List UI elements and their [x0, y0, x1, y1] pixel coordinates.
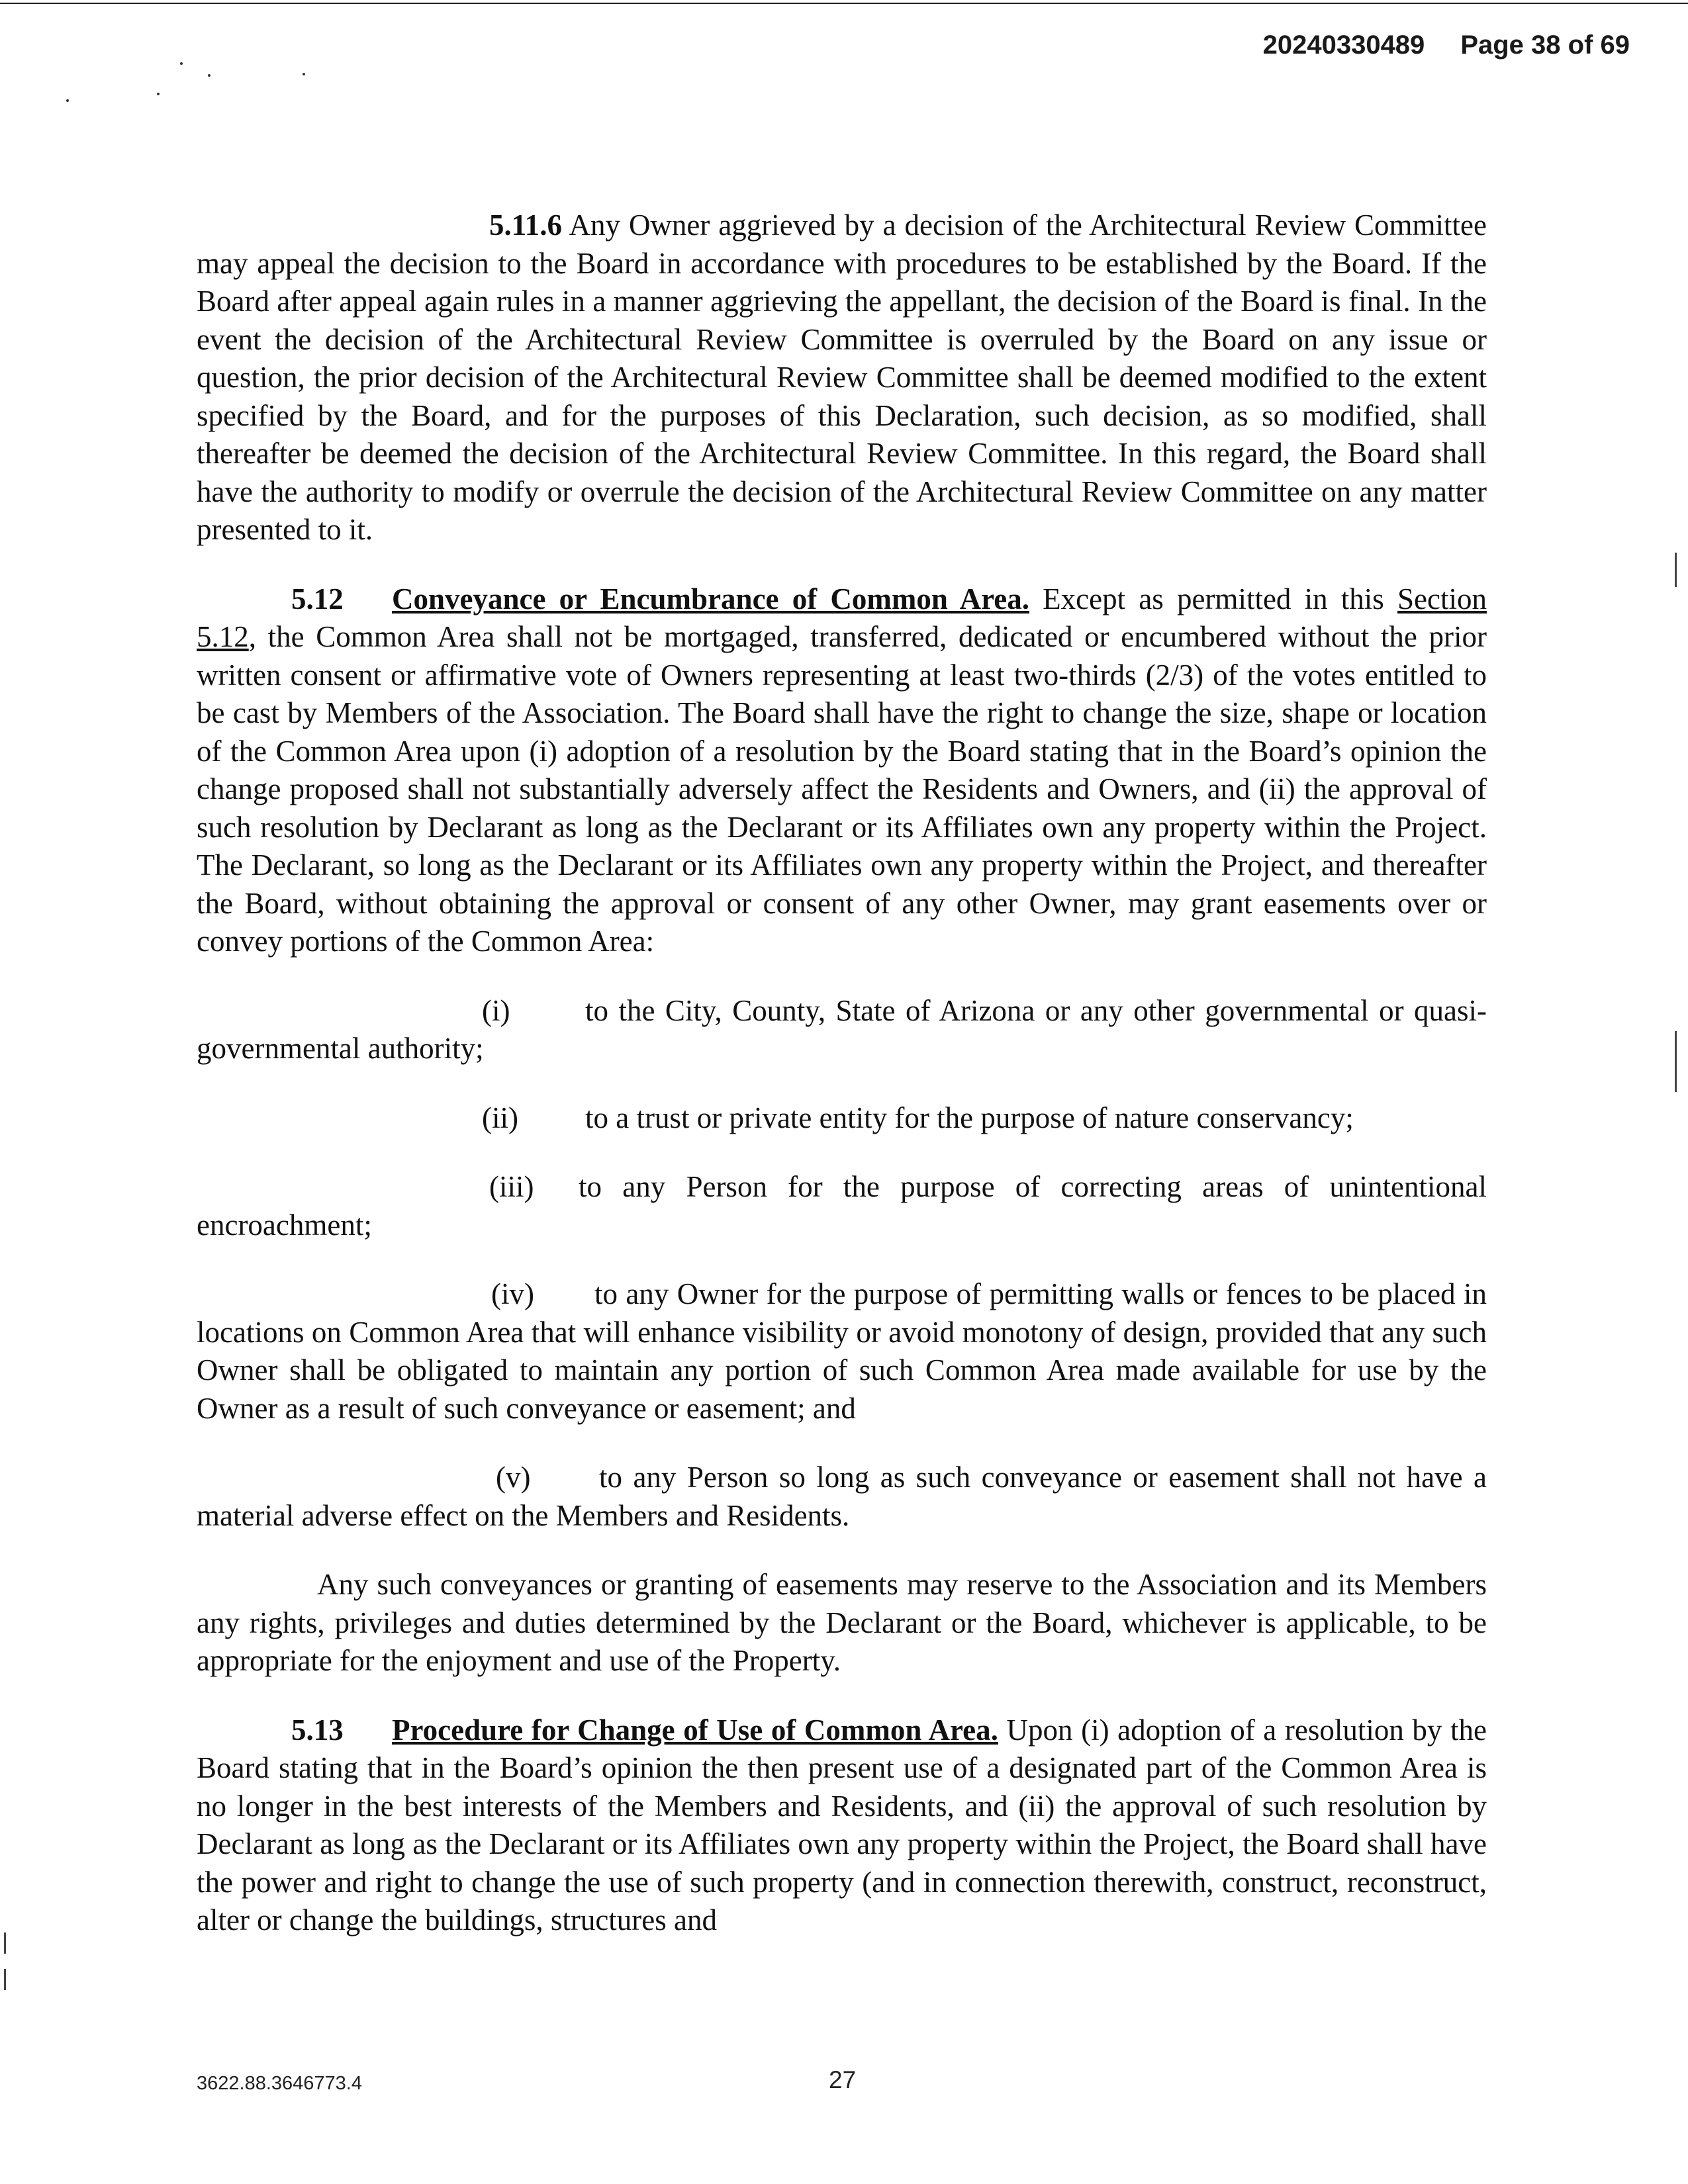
list-item-number: (iv) — [491, 1277, 534, 1310]
list-item-number: (ii) — [482, 1101, 518, 1134]
scan-speck — [303, 73, 305, 75]
paragraph-conveyances: Any such conveyances or granting of easements may reserve to the Association and its Members any rights, privileges and duties determined by the Declarant or the Board, whichever is applicable, to be appropriate for the enjoyment and use of the Property. — [197, 1568, 1487, 1677]
list-item-v — [197, 1459, 1487, 1535]
scan-speck — [157, 93, 160, 95]
list-item-number: (iii) — [489, 1170, 534, 1203]
section-5-12 — [197, 580, 1487, 961]
section-text: , the Common Area shall not be mortgaged, transferred, dedicated or encumbered without the prior written consent or affirmative vote of Owners representing at least two-thirds (2/3) of the votes entitled to be cast by Members of the Association. The Board shall have the right to change the size, shape or location of the Common Area upon (i) adoption of a resolution by the Board stating that in the Board’s opinion the change proposed shall not substantially adversely affect the Residents and Owners, and (ii) the approval of such resolution by Declarant as long as the Declarant or its Affiliates own any property within the Project. The Declarant, so long as the Declarant or its Affiliates own any property within the Project, and thereafter the Board, without obtaining the approval or consent of any other Owner, may grant easements over or convey portions of the Common Area: — [197, 620, 1487, 958]
list-item-text: to a trust or private entity for the purpose of nature conservancy; — [585, 1101, 1354, 1134]
section-number: 5.12 — [291, 582, 344, 615]
list-item-number: (v) — [496, 1461, 531, 1494]
section-text: Upon (i) adoption of a resolution by the Board stating that in the Board’s opinion the then present use of a designated part of the Common Area is no longer in the best interests of the Members and Residents, and (ii) the approval of such resolution by Declarant as long as the Declarant or its Affiliates own any property within the Project, the Board shall have the power and right to change the use of such property (and in connection therewith, construct, reconstruct, alter or change the buildings, structures and — [197, 1713, 1487, 1936]
list-item-ii — [197, 1099, 1487, 1138]
list-item-number: (i) — [482, 993, 510, 1027]
recording-number: 20240330489 — [1262, 30, 1425, 60]
footer-page-number: 27 — [829, 2066, 857, 2093]
list-item-iii — [197, 1168, 1487, 1244]
scan-edge-mark — [4, 1969, 6, 1990]
list-item-text: to any Person so long as such conveyance or easement shall not have a material adverse effect on the Members and Residents. — [197, 1461, 1487, 1532]
top-border-line — [0, 3, 1688, 4]
page-header — [1263, 30, 1630, 60]
section-title: Conveyance or Encumbrance of Common Area. — [392, 582, 1029, 615]
scan-edge-mark — [4, 1933, 6, 1954]
scan-speck — [208, 74, 211, 77]
page-indicator: Page 38 of 69 — [1460, 30, 1630, 60]
list-item-continuation: encroachment; — [197, 1208, 372, 1242]
list-item-iv — [197, 1275, 1487, 1428]
paragraph-5-11-6 — [197, 206, 1487, 549]
section-number: 5.11.6 — [489, 208, 563, 242]
scan-edge-mark — [1675, 553, 1677, 587]
scan-speck — [180, 62, 183, 65]
scan-speck — [66, 99, 69, 102]
document-body — [197, 206, 1487, 1940]
footer-document-id: 3622.88.3646773.4 — [197, 2073, 362, 2094]
section-number: 5.13 — [291, 1713, 344, 1747]
list-item-text: to any Person for the purpose of correcting areas of unintentional — [579, 1170, 1487, 1203]
list-item-text: to any Owner for the purpose of permitting walls or fences to be placed in locations on Common Area that will enhance visibility or avoid monotony of design, provided that any such Owner shall be obligated to maintain any portion of such Common Area made available for use by the Owner as a result of such conveyance or easement; and — [197, 1277, 1487, 1425]
paragraph-text: Any Owner aggrieved by a decision of the Architectural Review Committee may appeal the decision to the Board in accordance with procedures to be established by the Board. If the Board after appeal again rules in a manner aggrieving the appellant, the decision of the Board is final. In the event the decision of the Architectural Review Committee is overruled by the Board on any issue or question, the prior decision of the Architectural Review Committee shall be deemed modified to the extent specified by the Board, and for the purposes of this Declaration, such decision, as so modified, shall thereafter be deemed the decision of the Architectural Review Committee. In this regard, the Board shall have the authority to modify or overrule the decision of the Architectural Review Committee on any matter presented to it. — [197, 208, 1487, 546]
list-item-i — [197, 992, 1487, 1068]
list-item-text: to the City, County, State of Arizona or any other governmental or quasi-governmental authority; — [197, 993, 1487, 1065]
section-cross-reference: Section 5.12 — [197, 582, 1487, 653]
section-5-13 — [197, 1711, 1487, 1940]
section-lead-text: Except as permitted in this — [1043, 582, 1384, 615]
section-title: Procedure for Change of Use of Common Area. — [392, 1713, 998, 1747]
scan-edge-mark — [1675, 1031, 1677, 1092]
